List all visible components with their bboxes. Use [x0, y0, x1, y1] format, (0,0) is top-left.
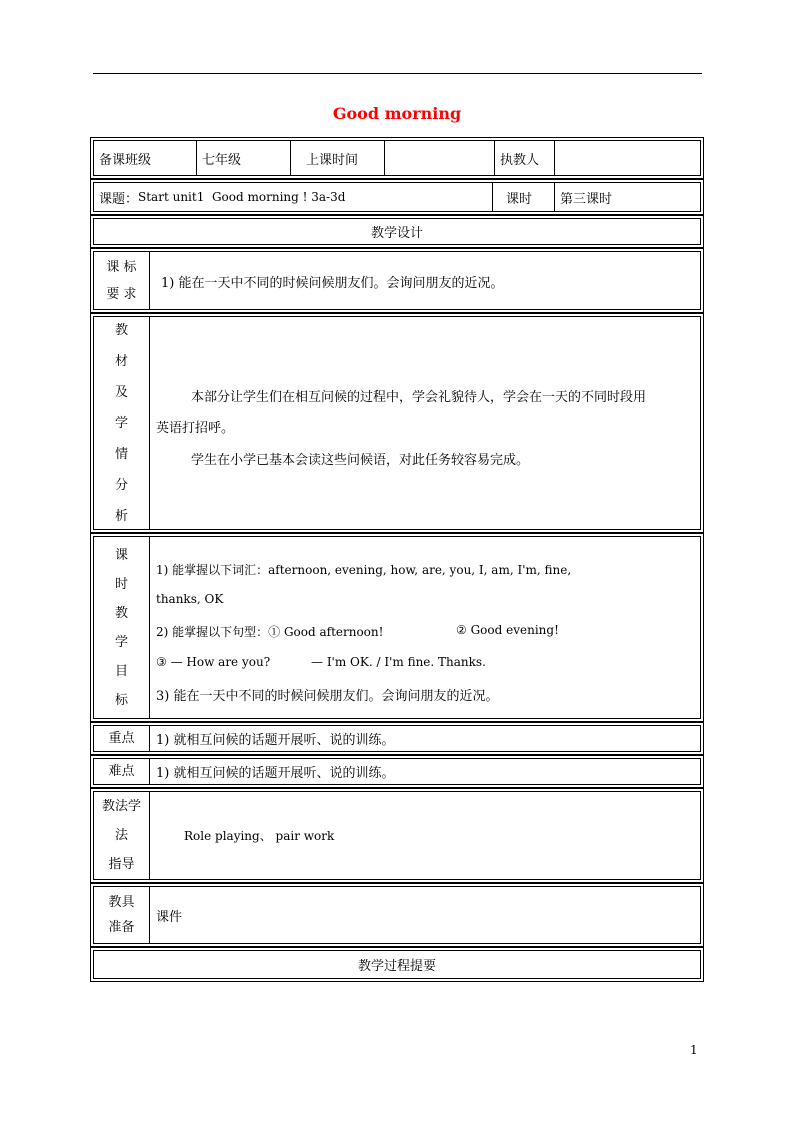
materials-text: 课件: [156, 909, 183, 925]
curriculum-label: 课 标 要 求: [106, 259, 137, 302]
objectives-content: 1) 能掌握以下词汇：afternoon, evening, how, are, you, I, am, I'm, fine, thanks, OK 2) 能掌握以下句型：① Good afternoon! ② Good evening! ③ — How are you? — I'm OK. / I'm fine. Thanks. 3) 能在一天中不同的时候问候朋友们。会询问朋友的近况。: [156, 563, 572, 704]
difficult-points-text: 1) 就相互问候的话题开展听、说的训练。: [156, 766, 395, 781]
methods-text: Role playing、 pair work: [184, 829, 335, 843]
materials-row: [90, 883, 704, 947]
curriculum-content: [151, 252, 700, 309]
analysis-row: [90, 313, 704, 533]
difficult-points-row: [90, 755, 704, 788]
document-title: Good morning: [332, 104, 462, 123]
objectives-label: 课 时 教 学 目 标: [114, 547, 128, 708]
topic: [99, 183, 345, 211]
period-label: 课时: [506, 191, 533, 207]
page-number: 1: [690, 1043, 698, 1057]
topic-label: 课题：: [99, 191, 139, 207]
class-value: 七年级: [202, 152, 242, 168]
objectives-row: [90, 533, 704, 722]
key-points-row: [90, 722, 704, 755]
period-value: 第三课时: [560, 191, 613, 207]
teacher-label: 执教人: [500, 152, 540, 168]
curriculum-row: [90, 248, 704, 313]
header-rule: [93, 73, 702, 74]
design-header-row: [90, 215, 704, 248]
key-points-label: 重点: [108, 731, 135, 746]
curriculum-text: 1) 能在一天中不同的时候问候朋友们。会询问朋友的近况。: [161, 276, 504, 291]
materials-label: 教具 准备: [108, 895, 135, 935]
info-row: [90, 137, 704, 179]
class-label: 备课班级: [99, 152, 152, 168]
design-header: 教学设计: [370, 226, 423, 241]
methods-row: [90, 788, 704, 883]
time-label: 上课时间: [306, 152, 359, 168]
process-header: 教学过程提要: [357, 959, 436, 974]
analysis-content: 本部分让学生们在相互问候的过程中，学会礼貌待人，学会在一天的不同时段用 英语打招呼。 学生在小学已基本会读这些问候语，对此任务较容易完成。: [156, 390, 647, 468]
key-points-text: 1) 就相互问候的话题开展听、说的训练。: [156, 733, 395, 748]
difficult-points-label: 难点: [108, 764, 135, 779]
methods-label: 教法学 法 指导: [101, 799, 141, 872]
process-header-row: [90, 947, 704, 982]
topic-value: Start unit1 Good morning ! 3a-3d: [138, 190, 346, 204]
analysis-label: 教 材 及 学 情 分 析: [114, 322, 128, 524]
topic-row: [90, 179, 704, 215]
